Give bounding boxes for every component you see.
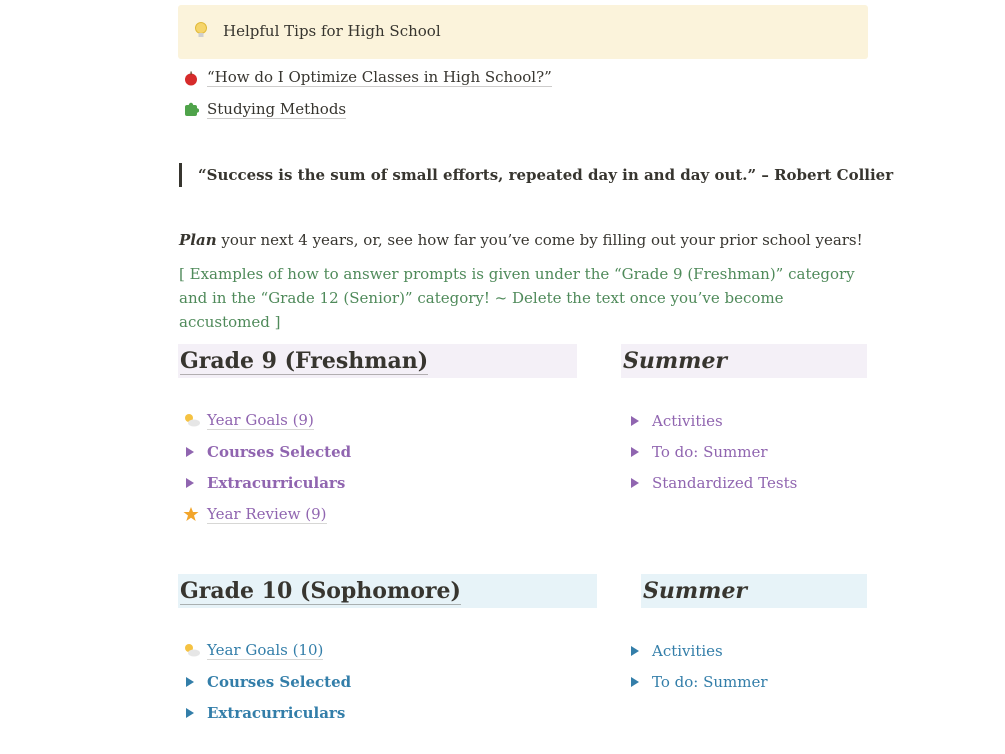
item-label: Year Review (9) bbox=[207, 504, 327, 523]
tips-callout bbox=[178, 5, 868, 59]
grade9-summer-activities-toggle[interactable] bbox=[628, 410, 723, 432]
puzzle-icon bbox=[183, 102, 199, 118]
triangle-toggle-icon bbox=[183, 677, 201, 687]
triangle-toggle-icon bbox=[628, 677, 646, 687]
item-label: To do: Summer bbox=[652, 443, 768, 461]
sun-cloud-icon bbox=[183, 643, 201, 657]
summer-heading-text: Summer bbox=[623, 348, 728, 374]
item-label: Standardized Tests bbox=[652, 474, 798, 492]
item-label: Activities bbox=[652, 642, 723, 660]
grade9-year-goals[interactable] bbox=[183, 409, 314, 431]
quote-block bbox=[179, 163, 893, 187]
triangle-toggle-icon bbox=[628, 646, 646, 656]
sun-cloud-icon bbox=[183, 413, 201, 427]
item-label: Year Goals (9) bbox=[207, 410, 314, 429]
triangle-toggle-icon bbox=[628, 478, 646, 488]
item-label: Activities bbox=[652, 412, 723, 430]
item-label: Year Goals (10) bbox=[207, 640, 324, 659]
item-label: Courses Selected bbox=[207, 443, 352, 461]
star-icon bbox=[183, 506, 201, 522]
lightbulb-icon bbox=[194, 21, 208, 45]
grade10-heading bbox=[178, 574, 597, 608]
grade10-courses-toggle[interactable] bbox=[183, 671, 351, 693]
link-studying-methods[interactable] bbox=[183, 100, 346, 119]
grade10-summer-activities-toggle[interactable] bbox=[628, 640, 723, 662]
triangle-toggle-icon bbox=[628, 416, 646, 426]
quote-author: – Robert Collier bbox=[756, 166, 894, 184]
examples-note: [ Examples of how to answer prompts is given under the “Grade 9 (Freshman)” category and in the “Grade 12 (Senior)” category! ~ Delete the text once you’ve become accustomed ] bbox=[179, 265, 855, 331]
plan-text: your next 4 years, or, see how far you’ve come by filling out your prior school years! bbox=[216, 231, 863, 249]
item-label: Courses Selected bbox=[207, 673, 352, 691]
summer-heading-text: Summer bbox=[643, 578, 748, 604]
item-label: Extracurriculars bbox=[207, 474, 346, 492]
grade10-heading-text: Grade 10 (Sophomore) bbox=[180, 578, 461, 604]
triangle-toggle-icon bbox=[183, 447, 201, 457]
grade10-extracurriculars-toggle[interactable] bbox=[183, 702, 345, 724]
grade9-courses-toggle[interactable] bbox=[183, 441, 351, 463]
plan-paragraph bbox=[179, 231, 863, 249]
grade9-extracurriculars-toggle[interactable] bbox=[183, 472, 345, 494]
grade10-summer-heading bbox=[641, 574, 867, 608]
grade9-year-review[interactable] bbox=[183, 503, 327, 525]
grade9-summer-tests-toggle[interactable] bbox=[628, 472, 797, 494]
grade9-summer-heading bbox=[621, 344, 867, 378]
grade10-summer-todo-toggle[interactable] bbox=[628, 671, 768, 693]
grade9-heading-text: Grade 9 (Freshman) bbox=[180, 348, 429, 374]
grade9-heading bbox=[178, 344, 577, 378]
link-label: Studying Methods bbox=[207, 100, 347, 118]
quote-text: “Success is the sum of small efforts, repeated day in and day out.” bbox=[198, 166, 757, 184]
callout-text: Helpful Tips for High School bbox=[223, 22, 441, 40]
link-label: “How do I Optimize Classes in High School?” bbox=[207, 68, 552, 86]
grade9-summer-todo-toggle[interactable] bbox=[628, 441, 768, 463]
triangle-toggle-icon bbox=[183, 708, 201, 718]
triangle-toggle-icon bbox=[183, 478, 201, 488]
apple-icon bbox=[183, 70, 199, 86]
link-optimize-classes[interactable] bbox=[183, 68, 552, 87]
item-label: Extracurriculars bbox=[207, 704, 346, 722]
plan-emphasis: Plan bbox=[179, 231, 217, 249]
item-label: To do: Summer bbox=[652, 673, 768, 691]
triangle-toggle-icon bbox=[628, 447, 646, 457]
grade10-year-goals[interactable] bbox=[183, 639, 323, 661]
